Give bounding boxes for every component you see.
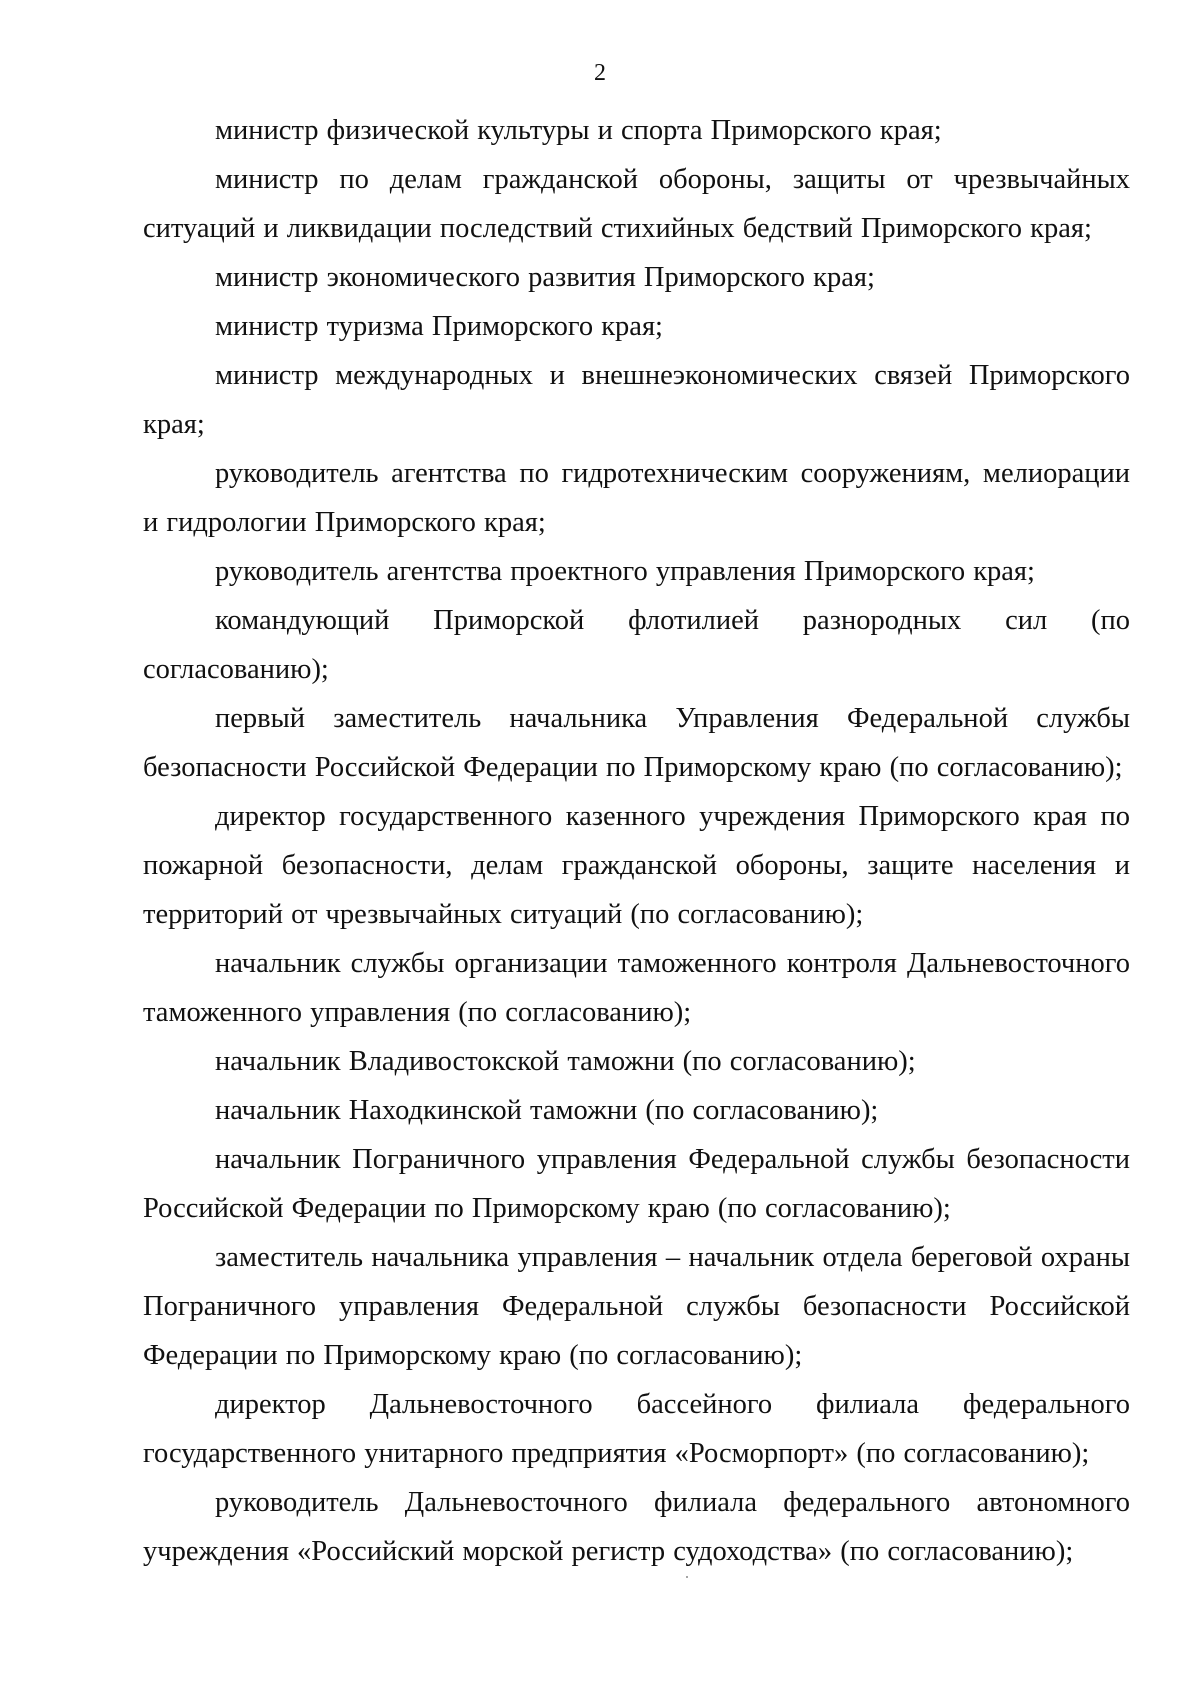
document-body bbox=[143, 106, 1130, 1576]
list-item-head-project-management-agency: руководитель агентства проектного управления Приморского края; bbox=[215, 556, 1035, 587]
list-item-head-hydrotechnical-agency: руководитель агентства по гидротехническим сооружениям, мелиорации и гидрологии Приморского края; bbox=[143, 458, 1130, 538]
list-item-fire-safety-director: директор государственного казенного учреждения Приморского края по пожарной безопасности, делам гражданской обороны, защите населения и территорий от чрезвычайных ситуаций (по согласованию); bbox=[143, 801, 1130, 930]
list-item-nakhodka-customs: начальник Находкинской таможни (по согласованию); bbox=[215, 1095, 879, 1126]
scan-speck bbox=[686, 1576, 688, 1578]
list-item-fsb-deputy: первый заместитель начальника Управления Федеральной службы безопасности Российской Федерации по Приморскому краю (по согласованию); bbox=[143, 703, 1130, 783]
list-item-minister-international-relations: министр международных и внешнеэкономических связей Приморского края; bbox=[143, 360, 1130, 440]
list-item-vladivostok-customs: начальник Владивостокской таможни (по согласованию); bbox=[215, 1046, 916, 1077]
list-item-shipping-register-head: руководитель Дальневосточного филиала федерального автономного учреждения «Российский морской регистр судоходства» (по согласованию); bbox=[143, 1487, 1130, 1567]
list-item-minister-civil-defense: министр по делам гражданской обороны, защиты от чрезвычайных ситуаций и ликвидации последствий стихийных бедствий Приморского края; bbox=[143, 164, 1130, 244]
list-item-minister-economic-development: министр экономического развития Приморского края; bbox=[215, 262, 875, 293]
list-item-minister-sport: министр физической культуры и спорта Приморского края; bbox=[215, 115, 942, 146]
page-number: 2 bbox=[594, 60, 606, 86]
list-item-flotilla-commander: командующий Приморской флотилией разнородных сил (по согласованию); bbox=[143, 605, 1130, 685]
list-item-border-department-head: начальник Пограничного управления Федеральной службы безопасности Российской Федерации по Приморскому краю (по согласованию); bbox=[143, 1144, 1130, 1224]
list-item-minister-tourism: министр туризма Приморского края; bbox=[215, 311, 663, 342]
list-item-coast-guard-head: заместитель начальника управления – начальник отдела береговой охраны Пограничного управления Федеральной службы безопасности Российской Федерации по Приморскому краю (по согласованию); bbox=[143, 1242, 1130, 1371]
list-item-rosmorport-director: директор Дальневосточного бассейного филиала федерального государственного унитарного предприятия «Росморпорт» (по согласованию); bbox=[143, 1389, 1130, 1469]
list-item-customs-control-head: начальник службы организации таможенного контроля Дальневосточного таможенного управления (по согласованию); bbox=[143, 948, 1130, 1028]
